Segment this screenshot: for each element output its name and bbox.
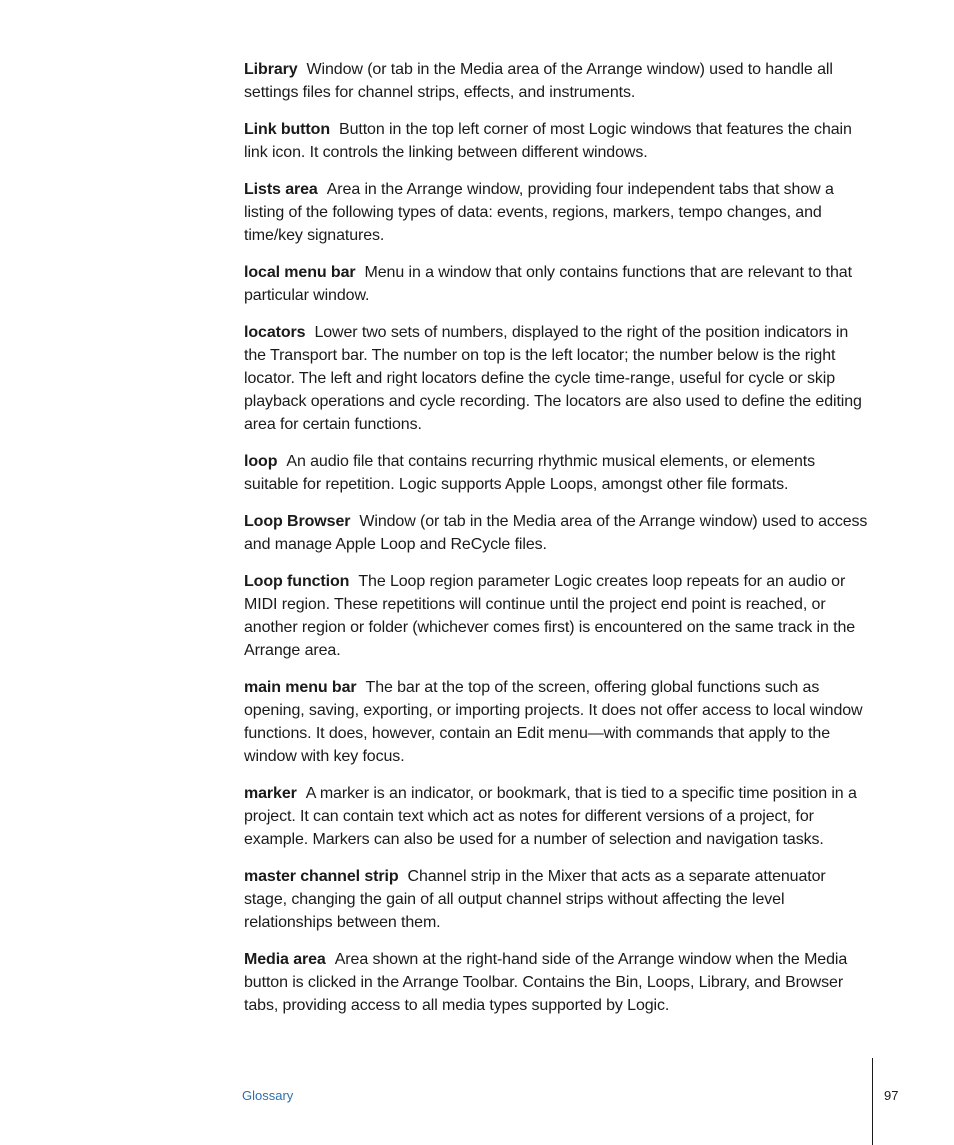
glossary-definition: Window (or tab in the Media area of the Arrange window) used to access and manage Apple Loop and ReCycle files. <box>244 513 868 553</box>
glossary-definition: Button in the top left corner of most Logic windows that features the chain link icon. It controls the linking between different windows. <box>244 121 852 161</box>
glossary-entry <box>244 261 872 307</box>
glossary-entry <box>244 782 872 851</box>
glossary-definition: Channel strip in the Mixer that acts as a separate attenuator stage, changing the gain of all output channel strips without affecting the level relationships between them. <box>244 868 826 931</box>
footer-section-link[interactable]: Glossary <box>242 1088 294 1103</box>
glossary-term: Lists area <box>244 181 318 198</box>
page-number: 97 <box>884 1088 899 1103</box>
glossary-term: marker <box>244 785 297 802</box>
glossary-term: Loop Browser <box>244 513 351 530</box>
glossary-definition: Area in the Arrange window, providing four independent tabs that show a listing of the following types of data: events, regions, markers, tempo changes, and time/key signatures. <box>244 181 834 244</box>
glossary-entry <box>244 676 872 768</box>
glossary-term: Link button <box>244 121 330 138</box>
glossary-entry <box>244 58 872 104</box>
glossary-term: Loop function <box>244 573 350 590</box>
glossary-entry <box>244 510 872 556</box>
glossary-term: locators <box>244 324 306 341</box>
glossary-definition: Lower two sets of numbers, displayed to the right of the position indicators in the Transport bar. The number on top is the left locator; the number below is the right locator. The left and right locators define the cycle time-range, useful for cycle or skip playback operations and cycle recording. The locators are also used to define the editing area for certain functions. <box>244 324 862 433</box>
glossary-term: master channel strip <box>244 868 399 885</box>
glossary-term: Library <box>244 61 298 78</box>
glossary-entry <box>244 118 872 164</box>
footer-divider <box>872 1058 873 1145</box>
glossary-entry <box>244 948 872 1017</box>
glossary-definition: Area shown at the right-hand side of the Arrange window when the Media button is clicked in the Arrange Toolbar. Contains the Bin, Loops, Library, and Browser tabs, providing access to all media types supported by Logic. <box>244 951 848 1014</box>
glossary-definition: Window (or tab in the Media area of the Arrange window) used to handle all settings files for channel strips, effects, and instruments. <box>244 61 833 101</box>
glossary-entry <box>244 865 872 934</box>
glossary-definition: The Loop region parameter Logic creates loop repeats for an audio or MIDI region. These repetitions will continue until the project end point is reached, or another region or folder (whichever comes first) is encountered on the same track in the Arrange area. <box>244 573 856 659</box>
glossary-definition: An audio file that contains recurring rhythmic musical elements, or elements suitable for repetition. Logic supports Apple Loops, amongst other file formats. <box>244 453 816 493</box>
glossary-entry <box>244 321 872 436</box>
glossary-term: local menu bar <box>244 264 356 281</box>
glossary-term: main menu bar <box>244 679 357 696</box>
glossary-content <box>244 58 872 1031</box>
glossary-entry <box>244 450 872 496</box>
glossary-entry <box>244 570 872 662</box>
glossary-entry <box>244 178 872 247</box>
glossary-definition: A marker is an indicator, or bookmark, that is tied to a specific time position in a project. It can contain text which act as notes for different versions of a project, for example. Markers can also be used for a number of selection and navigation tasks. <box>244 785 857 848</box>
glossary-term: Media area <box>244 951 326 968</box>
glossary-definition: Menu in a window that only contains functions that are relevant to that particular window. <box>244 264 852 304</box>
glossary-definition: The bar at the top of the screen, offering global functions such as opening, saving, exporting, or importing projects. It does not offer access to local window functions. It does, however, contain an Edit menu—with commands that apply to the window with key focus. <box>244 679 863 765</box>
glossary-term: loop <box>244 453 278 470</box>
